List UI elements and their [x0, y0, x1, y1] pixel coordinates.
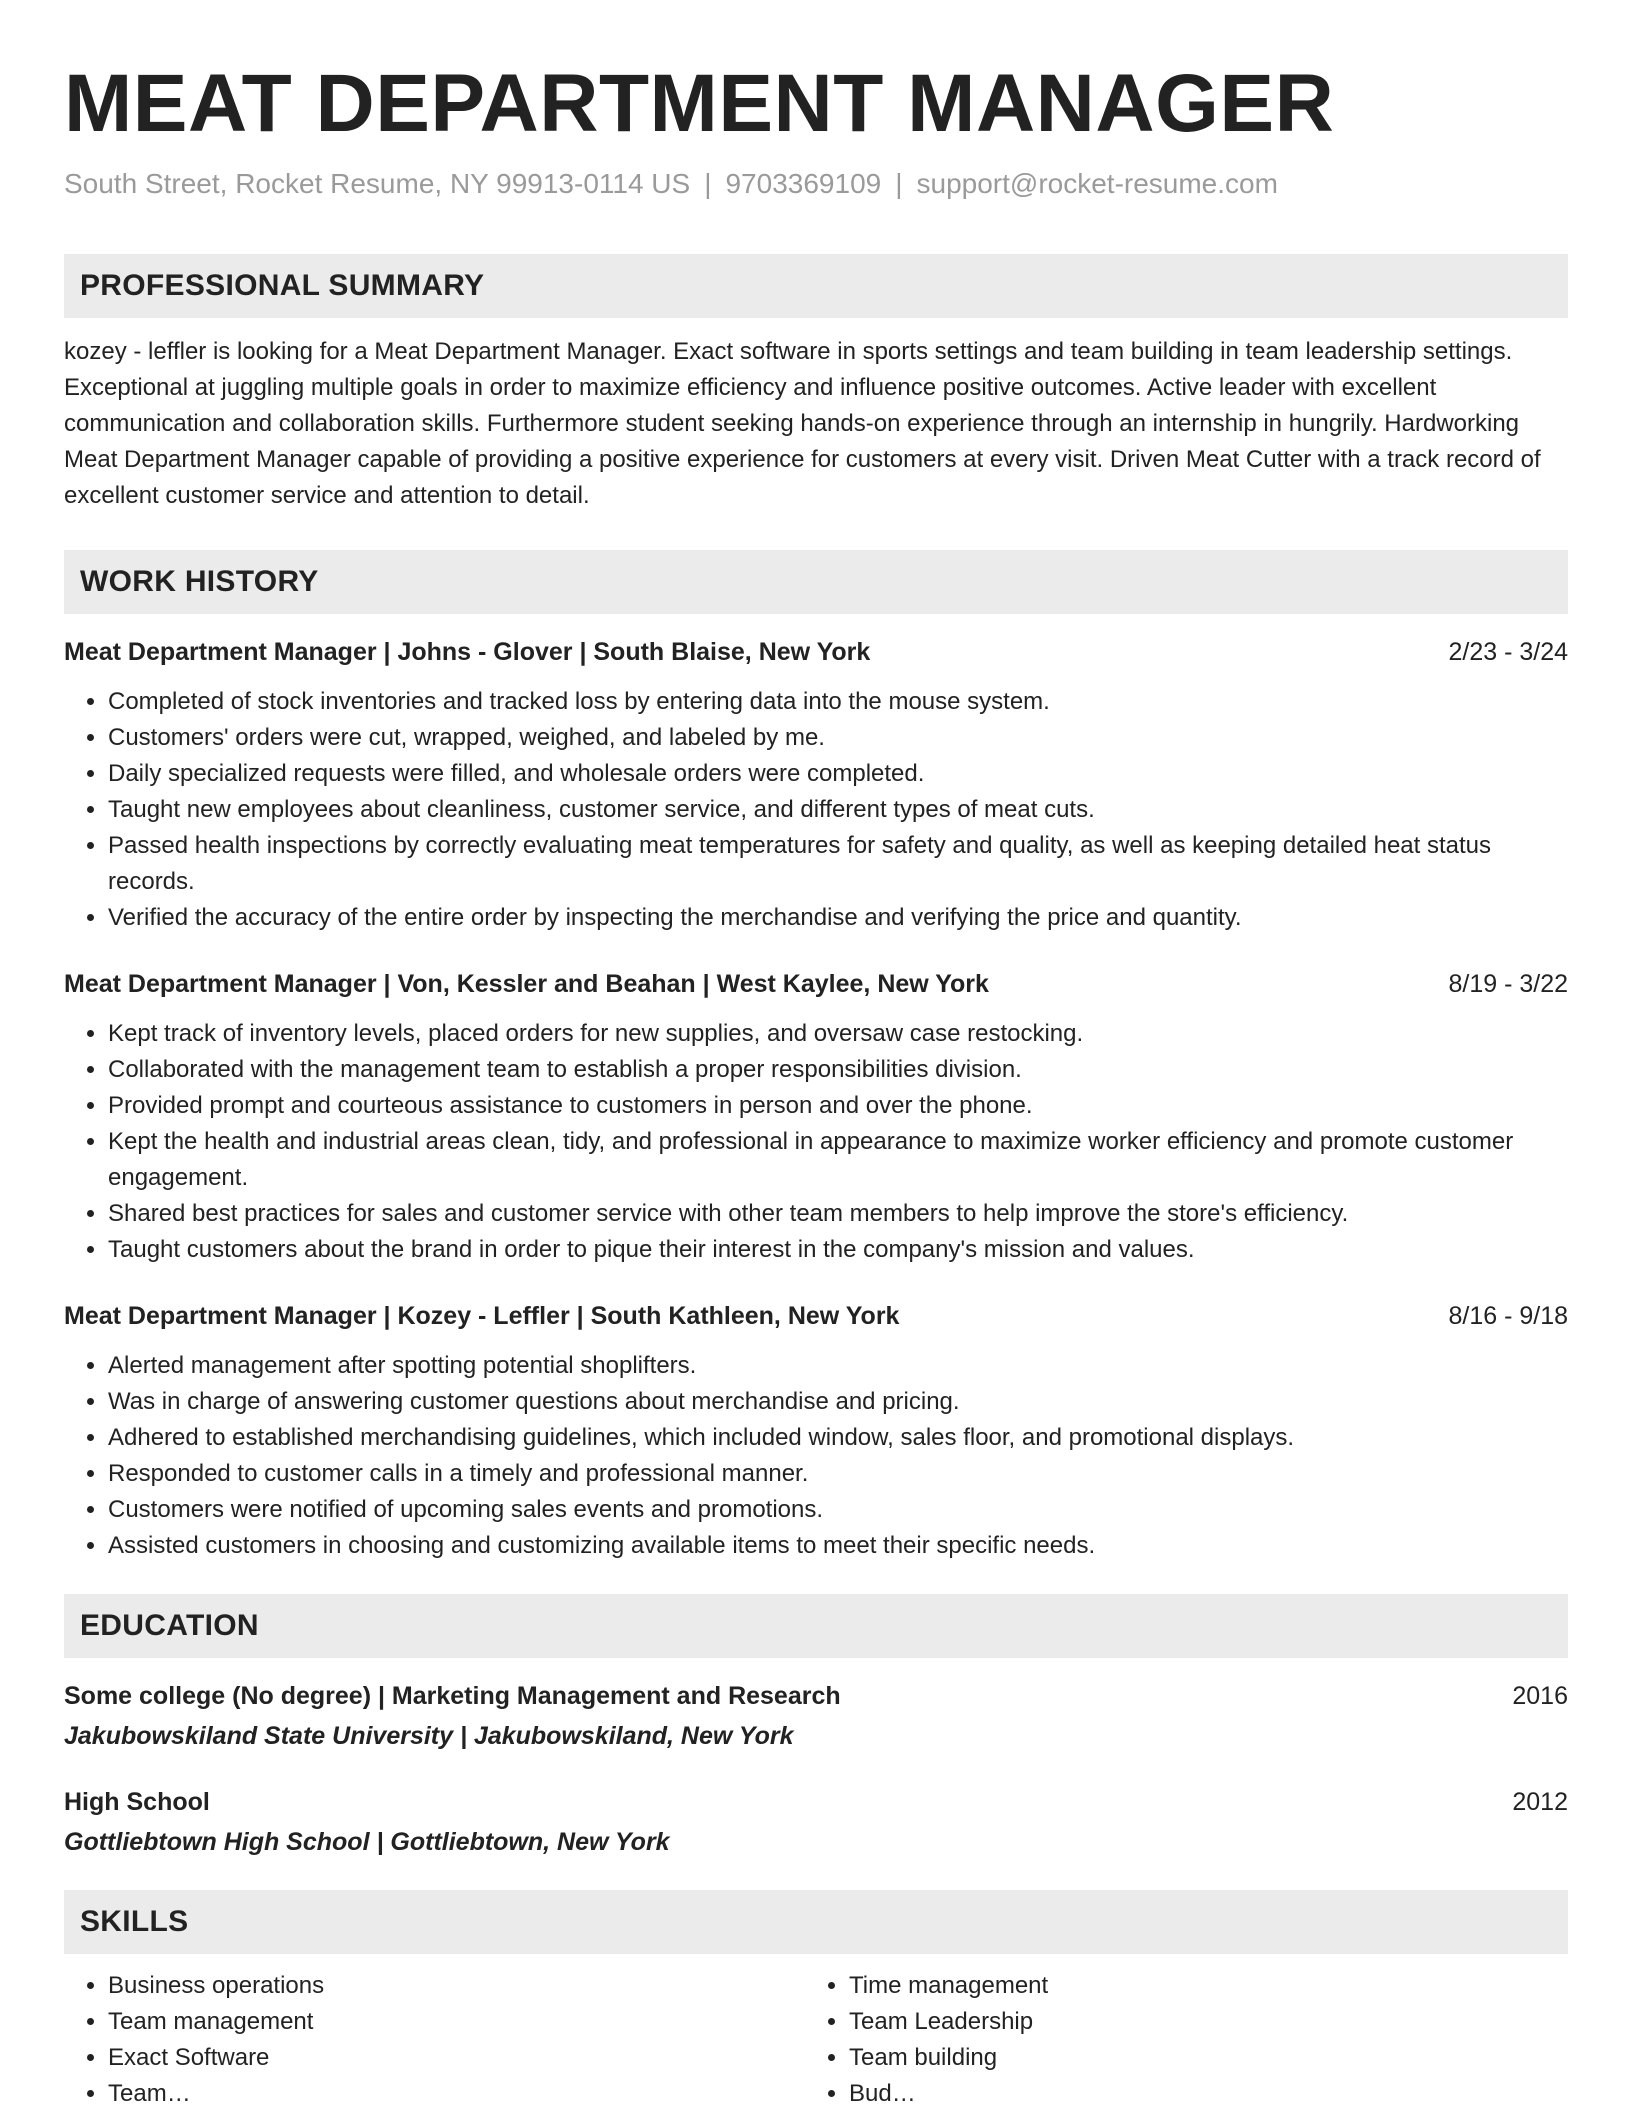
job-dates: 2/23 - 3/24: [1448, 638, 1568, 666]
job-title: Meat Department Manager | Von, Kessler and Beahan | West Kaylee, New York: [64, 970, 989, 998]
skill-item: • Team building: [849, 2040, 1546, 2076]
skill-item: • Time management: [849, 1968, 1546, 2004]
job-bullet: • Shared best practices for sales and customer service with other team members to help improve the store's efficiency.: [108, 1196, 1568, 1232]
education-entry: [64, 1784, 1568, 1860]
job-entry: [64, 1298, 1568, 1564]
job-bullets: [64, 684, 1568, 936]
job-bullet: • Assisted customers in choosing and customizing available items to meet their specific needs.: [108, 1528, 1568, 1564]
skill-item: • Team management: [108, 2004, 805, 2040]
job-entry: [64, 966, 1568, 1268]
job-dates: 8/16 - 9/18: [1448, 1302, 1568, 1330]
job-bullets: [64, 1016, 1568, 1268]
job-bullet: • Verified the accuracy of the entire order by inspecting the merchandise and verifying the price and quantity.: [108, 900, 1568, 936]
education-year: 2016: [1512, 1682, 1568, 1710]
job-dates: 8/19 - 3/22: [1448, 970, 1568, 998]
job-bullet: • Completed of stock inventories and tracked loss by entering data into the mouse system.: [108, 684, 1568, 720]
section-heading-summary: PROFESSIONAL SUMMARY: [64, 254, 1568, 318]
job-bullet: • Collaborated with the management team to establish a proper responsibilities division.: [108, 1052, 1568, 1088]
job-bullet: • Taught new employees about cleanliness, customer service, and different types of meat cuts.: [108, 792, 1568, 828]
education-school: Gottliebtown High School | Gottliebtown, New York: [64, 1828, 670, 1856]
summary-text: kozey - leffler is looking for a Meat Department Manager. Exact software in sports settings and team building in team leadership settings. Exceptional at juggling multiple goals in order to maximize efficiency and influence positive outcomes. Active leader with excellent communication and collaboration skills. Furthermore student seeking hands-on experience through an internship in hungrily. Hardworking Meat Department Manager capable of providing a positive experience for customers at every visit. Driven Meat Cutter with a track record of excellent customer service and attention to detail.: [64, 338, 1541, 509]
job-bullet: • Adhered to established merchandising guidelines, which included window, sales floor, and promotional displays.: [108, 1420, 1568, 1456]
education-header: [64, 1784, 1568, 1820]
job-bullet: • Passed health inspections by correctly evaluating meat temperatures for safety and quality, as well as keeping detailed heat status records.: [108, 828, 1568, 900]
skill-item: • Business operations: [108, 1968, 805, 2004]
job-bullet: • Provided prompt and courteous assistance to customers in person and over the phone.: [108, 1088, 1568, 1124]
contact-phone: 9703369109: [725, 168, 882, 199]
contact-line: [64, 166, 1568, 202]
job-bullet: • Kept track of inventory levels, placed orders for new supplies, and oversaw case restocking.: [108, 1016, 1568, 1052]
skill-item: • Bud…: [849, 2076, 1546, 2112]
job-bullet: • Responded to customer calls in a timely and professional manner.: [108, 1456, 1568, 1492]
education-year: 2012: [1512, 1788, 1568, 1816]
education-header: [64, 1678, 1568, 1714]
education-degree: High School: [64, 1788, 210, 1816]
job-bullet: • Customers were notified of upcoming sales events and promotions.: [108, 1492, 1568, 1528]
job-bullet: • Kept the health and industrial areas clean, tidy, and professional in appearance to maximize worker efficiency and promote customer engagement.: [108, 1124, 1568, 1196]
job-bullet: • Daily specialized requests were filled, and wholesale orders were completed.: [108, 756, 1568, 792]
job-header: [64, 1298, 1568, 1334]
job-bullet: • Alerted management after spotting potential shoplifters.: [108, 1348, 1568, 1384]
job-bullet: • Customers' orders were cut, wrapped, weighed, and labeled by me.: [108, 720, 1568, 756]
section-heading-work-history: WORK HISTORY: [64, 550, 1568, 614]
education-school: Jakubowskiland State University | Jakubowskiland, New York: [64, 1722, 794, 1750]
job-title: Meat Department Manager | Johns - Glover | South Blaise, New York: [64, 638, 871, 666]
contact-separator: |: [704, 168, 712, 199]
skills-column-right: [805, 1968, 1546, 2112]
contact-separator: |: [895, 168, 903, 199]
education-degree: Some college (No degree) | Marketing Management and Research: [64, 1682, 841, 1710]
candidate-name: MEAT DEPARTMENT MANAGER: [64, 58, 1335, 149]
job-header: [64, 634, 1568, 670]
education-entry: [64, 1678, 1568, 1754]
skills-list: [64, 1968, 1568, 2112]
section-heading-education: EDUCATION: [64, 1594, 1568, 1658]
contact-address: South Street, Rocket Resume, NY 99913-0114 US: [64, 168, 691, 199]
skill-item: • Exact Software: [108, 2040, 805, 2076]
skills-column-left: [64, 1968, 805, 2112]
job-bullet: • Taught customers about the brand in order to pique their interest in the company's mission and values.: [108, 1232, 1568, 1268]
skill-item: • Team…: [108, 2076, 805, 2112]
section-heading-skills: SKILLS: [64, 1890, 1568, 1954]
contact-email: support@rocket-resume.com: [916, 168, 1278, 199]
job-title: Meat Department Manager | Kozey - Leffler | South Kathleen, New York: [64, 1302, 900, 1330]
job-header: [64, 966, 1568, 1002]
job-bullets: [64, 1348, 1568, 1564]
skill-item: • Team Leadership: [849, 2004, 1546, 2040]
job-bullet: • Was in charge of answering customer questions about merchandise and pricing.: [108, 1384, 1568, 1420]
job-entry: [64, 634, 1568, 936]
